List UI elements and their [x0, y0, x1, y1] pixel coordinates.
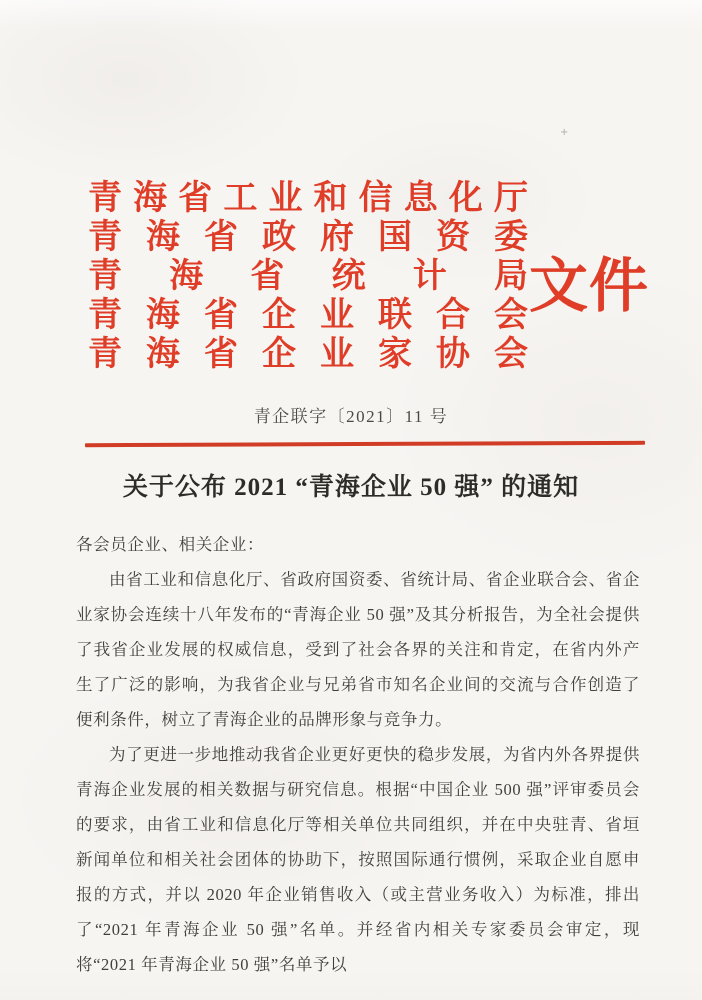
letterhead-document-word: 文件 — [529, 253, 650, 319]
red-divider-rule — [85, 441, 645, 447]
agency-name-3: 青 海 省 统 计 局 — [88, 258, 528, 295]
salutation: 各会员企业、相关企业： — [76, 535, 265, 554]
agency-name-1: 青 海 省 工 业 和 信 息 化 厅 — [88, 180, 528, 217]
document-reference-number: 青企联字〔2021〕11 号 — [253, 407, 449, 426]
agency-name-4: 青 海 省 企 业 联 合 会 — [88, 297, 528, 334]
agency-name-2: 青 海 省 政 府 国 资 委 — [88, 219, 528, 256]
body-paragraph-1: 由省工业和信息化厅、省政府国资委、省统计局、省企业联合会、省企业家协会连续十八年发布的“青海企业 50 强”及其分析报告，为全社会提供了我省企业发展的权威信息，受到了社会各界的关注和肯定，在省内外产生了广泛的影响，为我省企业与兄弟省市知名企业间的交流与合作创造了便利条件，树立了青海企业的品牌形象与竞争力。 — [76, 570, 640, 729]
letterhead-agencies — [88, 179, 528, 374]
agency-name-5: 青 海 省 企 业 家 协 会 — [88, 336, 528, 373]
document-title: 关于公布 2021 “青海企业 50 强” 的通知 — [122, 474, 580, 501]
body-paragraph-2: 为了更进一步地推动我省企业更好更快的稳步发展，为省内外各界提供青海企业发展的相关数据与研究信息。根据“中国企业 500 强”评审委员会的要求，由省工业和信息化厅等相关单位共同组织，并在中央驻青、省垣新闻单位和相关社会团体的协助下，按照国际通行惯例，采取企业自愿申报的方式，并以 2020 年企业销售收入（或主营业务收入）为标准，排出了“2021 年青海企业 50 强”名单。并经省内相关专家委员会审定，现将“2021 年青海企业 50 强”名单予以 — [76, 745, 640, 974]
registration-mark: + — [560, 127, 569, 138]
document-body — [76, 527, 640, 982]
